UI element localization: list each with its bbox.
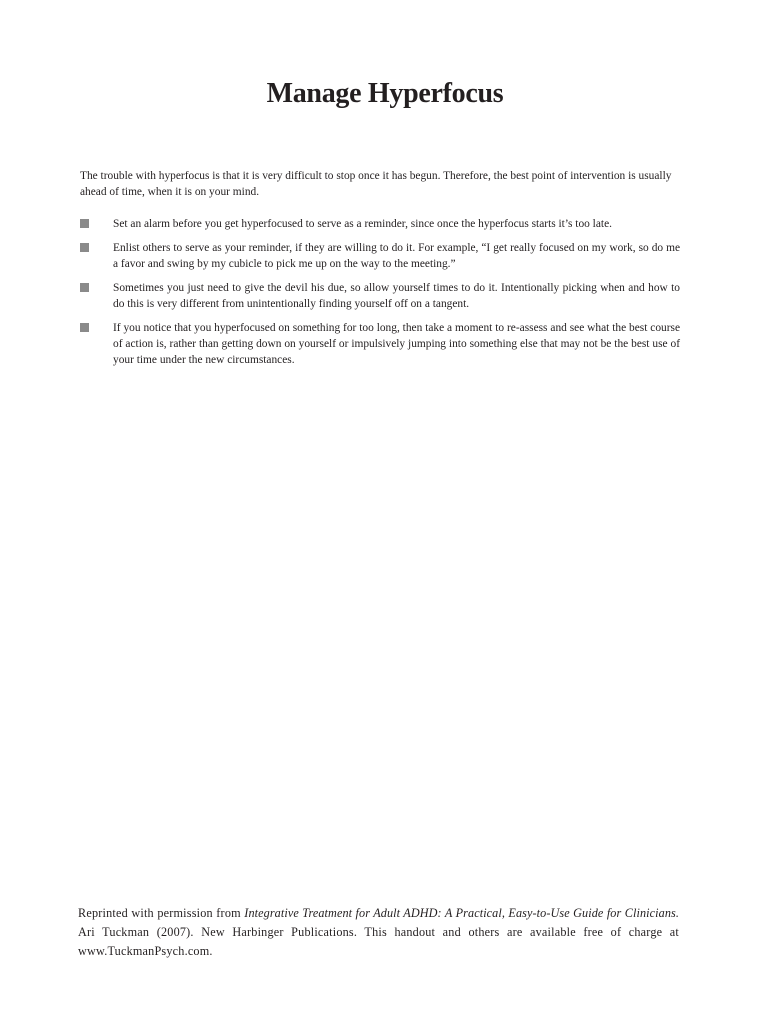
square-bullet-icon: [80, 283, 89, 292]
square-bullet-icon: [80, 323, 89, 332]
list-item: [80, 320, 680, 368]
intro-paragraph: The trouble with hyperfocus is that it is very difficult to stop once it has begun. Therefore, the best point of intervention is usually ahead of time, when it is on your mind.: [80, 170, 672, 198]
list-item-text: Sometimes you just need to give the devil his due, so allow yourself times to do it. Intentionally picking when and how to do this is very different from unintentionally finding yourself off on a tangent.: [113, 282, 680, 310]
tips-list: [80, 216, 680, 376]
list-item-text: Enlist others to serve as your reminder, if they are willing to do it. For example, “I get really focused on my work, so do me a favor and swing by my cubicle to pick me up on the way to the meeting.”: [113, 242, 680, 270]
list-item-text: If you notice that you hyperfocused on something for too long, then take a moment to re-assess and see what the best course of action is, rather than getting down on yourself or impulsively jumping into something else that may not be the best use of your time under the new circumstances.: [113, 322, 680, 366]
reprint-notice: [78, 904, 679, 961]
reprint-prefix: Reprinted with permission from: [78, 906, 245, 920]
list-item: [80, 216, 680, 232]
square-bullet-icon: [80, 243, 89, 252]
reprint-suffix: Ari Tuckman (2007). New Harbinger Publications. This handout and others are available free of charge at www.TuckmanPsych.com.: [78, 925, 679, 958]
list-item: [80, 280, 680, 312]
page-title: Manage Hyperfocus: [266, 78, 504, 109]
book-title: Integrative Treatment for Adult ADHD: A Practical, Easy-to-Use Guide for Clinicians.: [244, 906, 679, 920]
list-item: [80, 240, 680, 272]
square-bullet-icon: [80, 219, 89, 228]
list-item-text: Set an alarm before you get hyperfocused to serve as a reminder, since once the hyperfocus starts it’s too late.: [113, 218, 612, 230]
